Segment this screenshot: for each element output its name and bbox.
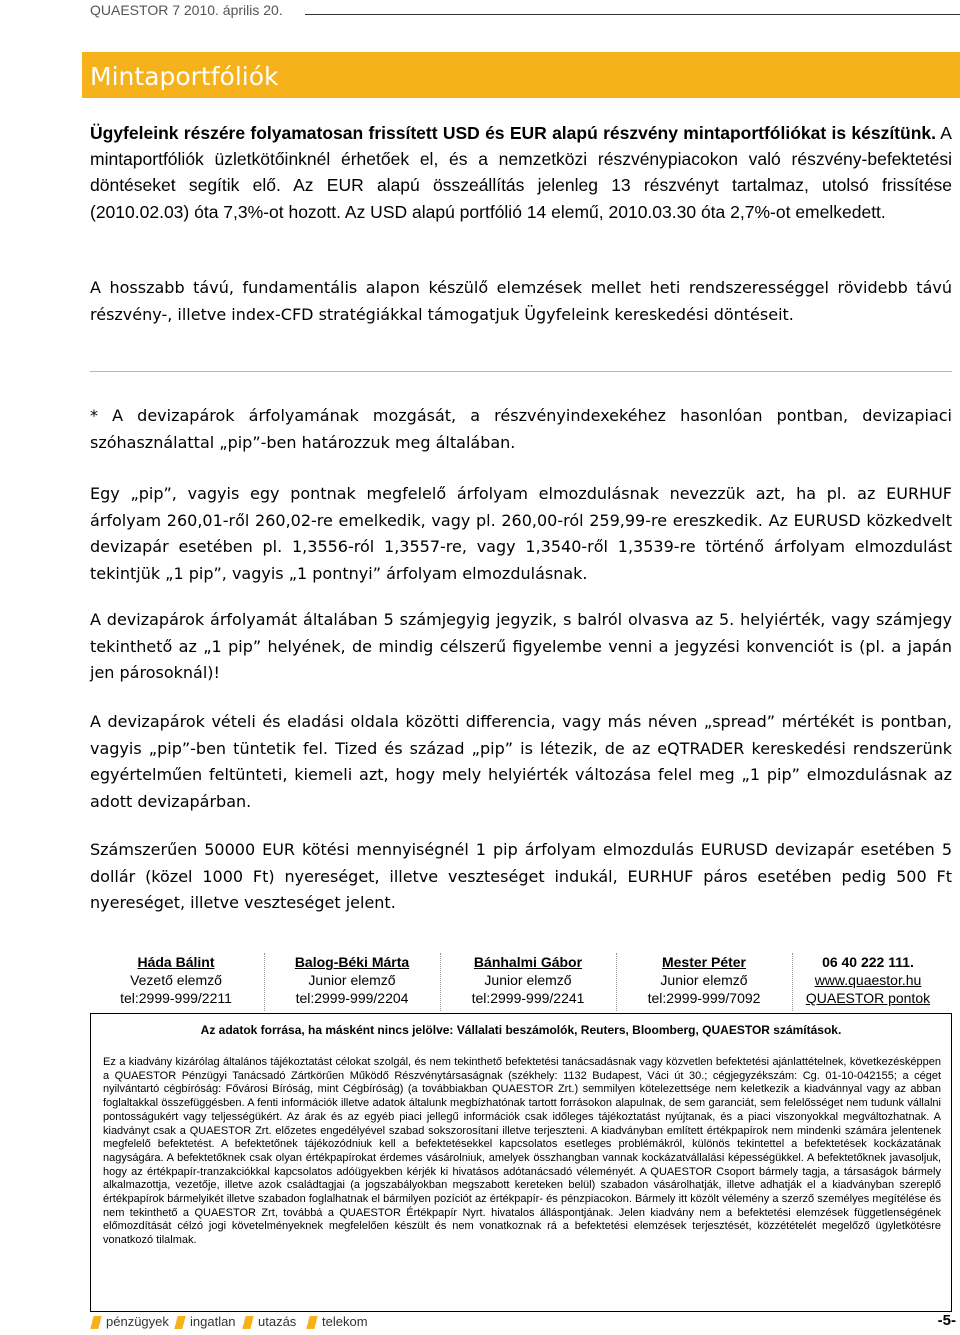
contact-separator [440,953,441,1011]
cfd-paragraph: A hosszabb távú, fundamentális alapon készülő elemzések mellet heti rendszerességgel rövidebb távú részvény-, illetve index-CFD stratégiákkal támogatjuk Ügyfeleink kereskedési döntéseit. [90,278,952,324]
intro-rest: A mintaportfóliók üzletkötőinknél érhetőek el, és a nemzetközi részvénypiacokon való részvény-befektetési döntéseket segítik elő. Az EUR alapú összeállítás jelenleg 13 részvényt tartalmaz, utolsó frissítése (2010.02.03) óta 7,3%-ot hozott. Az USD alapú portfólió 14 elemű, 2010.03.30 óta 2,7%-ot emelkedett. [90,123,952,222]
contact-tel: tel:2999-999/2211 [120,990,232,1006]
pénzügyek-mark-icon [90,1316,101,1329]
disclaimer-text: Ez a kiadvány kizárólag általános tájékoztatást célokat szolgál, és nem tekinthető befektetési tanácsadásnak vagy közvetlen befektetési ajánlattételnek, következésképpen a QUAESTOR Pénzügyi Tanácsadó Zártkörűen Működő Részvénytársaságnak (székhely: 1132 Budapest, Váci út 30.; cégjegyzékszám: Cg. 01-10-042155; a céget nyilvántartó cégbíróság: Fővárosi Bíróság, mint Cégbíróság) (a továbbiakban QUAESTOR Zrt.) semmilyen kötelezettsége nem keletkezik a kiadvánnyal vagy az abban foglaltakkal összefüggésben. A fenti információk illetve adatok általunk megbízhatónak tartott forrásokon alapulnak, de sem garanciát, sem felelősséget nem tudunk vállalni pontosságukért vagy teljességükért. Az árak és az egyéb piaci jellegű információk csak időleges tájékoztatást nyújtanak, és a piaci viszonyokkal megváltozhatnak. A kiadványt csak a QUAESTOR Zrt. előzetes engedélyével szabad sokszorosítani illetve terjeszteni. A kiadványban említett értékpapírok nem mindenki számára jelentenek megfelelő befektetést. A befektetőnek tájékozódniuk kell a befektetésekkel kapcsolatos esetleges problémákról, különös tekintettel a befektetések kockázatának nagyságára. A befektetőknek csak olyan értékpapírokat érdemes vásárolniuk, amelyek összhangban vannak kockázatvállalási képességükkel. A befektetőknek javasoljuk, hogy az értékpapír-tranzakciókkal kapcsolatos adóügyekben kérjék ki hivatásos adótanácsadó véleményét. A QUAESTOR Csoport bármely tagja, a társaságok bármely alkalmazottja, vezetője, illetve azok családtagjai (a jogszabályokban megszabott kereteken belül) szabadon vásárolhatják, illetve adhatják el a kiadványban szereplő értékpapírok bármelyikét illetve szabadon foglalhatnak el bármilyen pozíciót az értékpapír- és pénzpiacokon. Bármely itt közölt vélemény a szerző személyes megítélése és nem tekinthető a QUAESTOR Zrt, továbbá a QUAESTOR Értékpapír Nyrt. hivatalos álláspontjának. Jelen kiadvány nem a befektetési elemzések függetlenségének előmozdítását célzó jogi követelményeknek megfelelően készült és nem vonatkoznak rá a befektetési elemzések terjesztését, közzétételét megelőző ügyletkötésre vonatkozó tilalmak. [103,1056,941,1247]
pip-note-5: Számszerűen 50000 EUR kötési mennyiségnél 1 pip árfolyam elmozdulás EURUSD devizapár esetében 5 dollár (közel 1000 Ft) nyereséget, illetve veszteséget indukál, EURHUF páros esetében pedig 500 Ft nyereséget, illetve veszteséget jelent. [90,840,952,912]
page-number: -5- [937,1312,956,1329]
contact-tel: tel:2999-999/7092 [647,990,761,1006]
contact-balog-beki [266,953,438,1007]
contact-role: Junior elemző [308,972,396,988]
contact-hada [90,953,262,1007]
contact-role: Junior elemző [484,972,572,988]
contact-name: Bánhalmi Gábor [473,954,583,970]
contact-name: Háda Bálint [137,954,215,970]
contact-quaestor [782,953,954,1007]
intro-paragraph [90,120,952,225]
section-divider [90,371,952,372]
contact-separator [616,953,617,1011]
contact-separator [264,953,265,1011]
utazas-mark-icon [242,1316,253,1329]
footer-item-penzugyek: pénzügyek [106,1314,169,1329]
ingatlan-mark-icon [174,1316,185,1329]
contact-role: Vezető elemző [130,972,222,988]
pip-note-1: * A devizapárok árfolyamának mozgását, a részvényindexekéhez hasonlóan pontban, devizapiaci szóhasználattal „pip”-ben határozzuk meg általában. [90,406,952,452]
footer-item-utazas: utazás [258,1314,297,1329]
intro-bold: Ügyfeleink részére folyamatosan frissített USD és EUR alapú részvény mintaportfóliókat is készítünk. [90,123,936,143]
contact-name: Mester Péter [661,954,747,970]
footer-item-ingatlan: ingatlan [190,1314,236,1329]
section-banner [82,52,960,98]
contact-banhalmi [442,953,614,1007]
telekom-mark-icon [306,1316,317,1329]
header-rule [305,14,960,15]
pip-note-3: A devizapárok árfolyamát általában 5 számjegyig jegyzik, s balról olvasva az 5. helyiérték, vagy számjegy tekinthető az „1 pip” helyének, de mindig célszerű figyelembe venni a jegyzési konvenciót is (pl. a japán jen párosoknál)! [90,610,952,682]
contact-name: Balog-Béki Márta [294,954,410,970]
page-header [90,0,960,22]
page-footer [82,1312,960,1335]
contact-role: Junior elemző [660,972,748,988]
data-source-note: Az adatok forrása, ha másként nincs jelölve: Vállalati beszámolók, Reuters, Bloomberg, QUAESTOR számítások. [200,1023,842,1037]
header-text: QUAESTOR 7 2010. április 20. [90,2,283,18]
quaestor-points-link[interactable]: QUAESTOR pontok [805,990,931,1006]
hotline-number: 06 40 222 111. [822,954,914,970]
website-link[interactable]: www.quaestor.hu [814,972,922,988]
section-title: Mintaportfóliók [90,62,279,91]
analyst-contacts [90,953,960,1013]
contact-tel: tel:2999-999/2241 [471,990,585,1006]
contact-mester [618,953,790,1007]
pip-note-4: A devizapárok vételi és eladási oldala közötti differencia, vagy más néven „spread” mértékét is pontban, vagyis „pip”-ben tüntetik fel. Tized és század „pip” is létezik, de az eQTRADER kereskedési rendszerünk egyértelműen feltünteti, kiemeli azt, hogy mely helyiérték változása felel meg „1 pip” elmozdulásnak az adott devizapárban. [90,712,952,811]
footer-item-telekom: telekom [322,1314,368,1329]
pip-note-2: Egy „pip”, vagyis egy pontnak megfelelő árfolyam elmozdulásnak nevezzük azt, ha pl. az EURHUF árfolyam 260,01-ről 260,02-re emelkedik, vagy pl. 260,00-ról 259,99-re ereszkedik. Az EURUSD közkedvelt devizapár esetében pl. 1,3556-ról 1,3557-re, vagy 1,3540-ről 1,3539-re történő árfolyam elmozdulást tekintjük „1 pip”, vagyis „1 pontnyi” árfolyam elmozdulásnak. [90,484,952,583]
contact-tel: tel:2999-999/2204 [295,990,409,1006]
disclaimer-box [90,1013,952,1312]
